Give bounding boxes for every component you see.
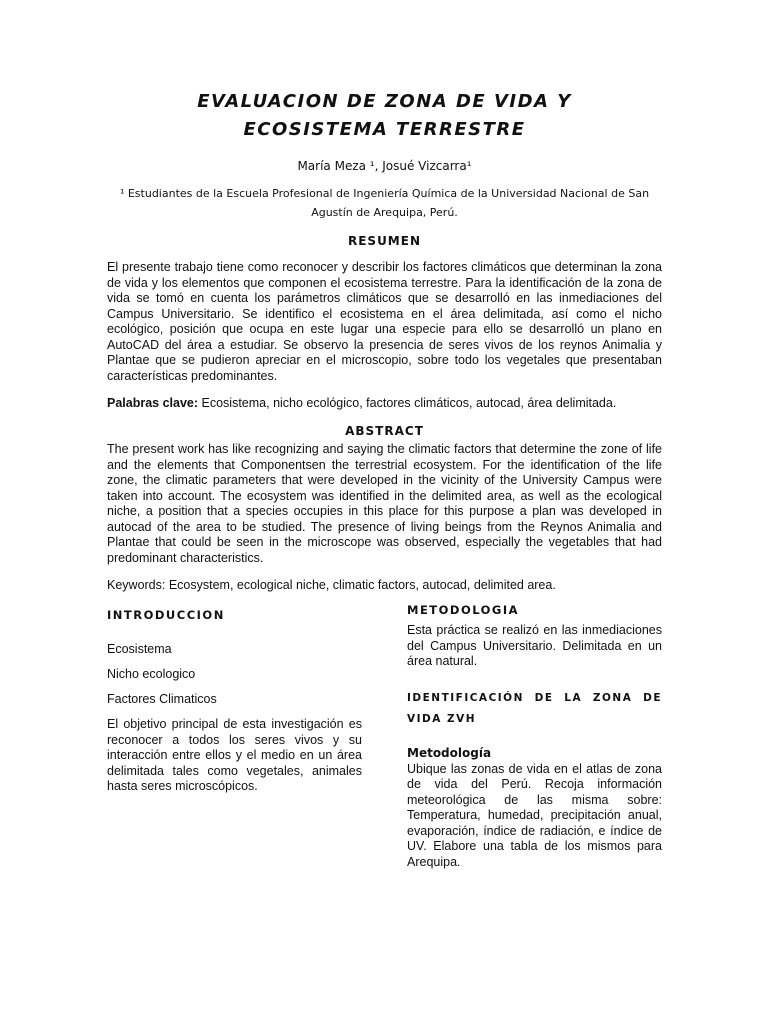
palabras-clave xyxy=(107,396,662,412)
palabras-clave-text: Ecosistema, nicho ecológico, factores climáticos, autocad, área delimitada. xyxy=(198,396,617,410)
paper-header xyxy=(107,88,662,606)
introduccion-column xyxy=(107,603,362,870)
introduccion-heading: INTRODUCCION xyxy=(107,608,225,622)
metodologia-text: Esta práctica se realizó en las inmediaciones del Campus Universitario. Delimitada en un área natural. xyxy=(407,623,662,668)
zona-vida-heading: IDENTIFICACIÓN DE LA ZONA DE VIDA ZVH xyxy=(407,691,662,725)
abstract-text: The present work has like recognizing and saying the climatic factors that determine the zone of life and the elements that Componentsen the terrestrial ecosystem. For the identification of the life zone, the climatic parameters that were developed in the vicinity of the University Campus were taken into account. The ecosystem was identified in the delimited area, as well as the ecological niche, a position that a species occupies in this place for this purpose a plan was developed in autocad of the area to be studied. The presence of living beings from the Reynos Animalia and Plantae that could be seen in the microscope was observed, especially the vegetables that had predominant characteristics. xyxy=(107,442,662,565)
topic-item: Factores Climaticos xyxy=(107,692,217,706)
topic-item: Ecosistema xyxy=(107,642,172,656)
affiliation: ¹ Estudiantes de la Escuela Profesional de Ingeniería Química de la Universidad Nacional de San Agustín de Arequipa, Perú. xyxy=(119,187,650,219)
resumen-heading: RESUMEN xyxy=(347,234,421,248)
abstract-heading: ABSTRACT xyxy=(345,424,424,438)
introduccion-text: El objetivo principal de esta investigación es reconocer a todos los seres vivos y su interacción entre ellos y el medio en un área delimitada tales como vegetales, animales hasta seres microscópicos. xyxy=(107,717,362,793)
resumen-text: El presente trabajo tiene como reconocer y describir los factores climáticos que determinan la zona de vida y los elementos que componen el ecosistema terrestre. Para la identificación de la zona de vida se tomó en cuenta los parámetros climáticos que se desarrolló en las inmediaciones del Campus Universitario. Se identifico el ecosistema en el área delimitada, así como el nicho ecológico, posición que ocupa en este lugar una especie para ello se desarrolló un plano en AutoCAD del área a estudiar. Se observo la presencia de seres vivos de los reynos Animalia y Plantae que se pudieron apreciar en el microscopio, sobre todo los vegetales que presentaban características predominantes. xyxy=(107,260,662,383)
metodologia-heading: METODOLOGIA xyxy=(407,603,520,617)
topic-item: Nicho ecologico xyxy=(107,667,196,681)
paper-title: EVALUACION DE ZONA DE VIDA Y ECOSISTEMA TERRESTRE xyxy=(197,91,572,140)
zona-vida-text: Ubique las zonas de vida en el atlas de zona de vida del Perú. Recoja información meteorológica de las misma sobre: Temperatura, humedad, precipitación anual, evaporación, índice de radiación, e índice de UV. Elabore una tabla de los mismos para Arequipa. xyxy=(407,761,662,869)
authors: María Meza ¹, Josué Vizcarra¹ xyxy=(297,159,472,173)
metodologia-subheading: Metodología xyxy=(407,745,492,760)
two-column-body xyxy=(107,603,662,870)
metodologia-column xyxy=(407,603,662,870)
keywords-en: Keywords: Ecosystem, ecological niche, climatic factors, autocad, delimited area. xyxy=(107,578,556,592)
palabras-clave-label: Palabras clave: xyxy=(107,396,199,410)
